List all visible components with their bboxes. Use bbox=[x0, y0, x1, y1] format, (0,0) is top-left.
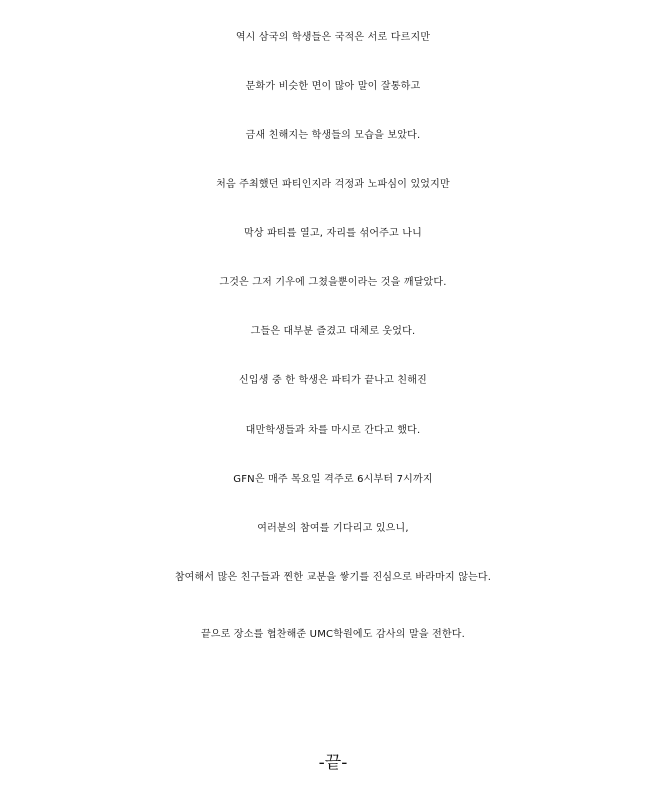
text-line: 그것은 그저 기우에 그쳤을뿐이라는 것을 깨달았다. bbox=[219, 277, 447, 288]
ending-mark: -끝- bbox=[318, 753, 348, 773]
text-line: 신입생 중 한 학생은 파티가 끝나고 친해진 bbox=[239, 375, 427, 386]
text-line: 참여해서 많은 친구들과 찐한 교분을 쌓기를 진심으로 바라마지 않는다. bbox=[174, 572, 492, 583]
text-line: 그들은 대부분 즐겼고 대체로 웃었다. bbox=[250, 326, 416, 337]
text-line: 처음 주최했던 파티인지라 걱정과 노파심이 있었지만 bbox=[216, 179, 450, 190]
text-line: 역시 삼국의 학생들은 국적은 서로 다르지만 bbox=[235, 32, 431, 43]
text-line: 대만학생들과 차를 마시로 간다고 했다. bbox=[245, 425, 421, 436]
text-line: GFN은 매주 목요일 격주로 6시부터 7시까지 bbox=[233, 474, 433, 485]
text-line: 끝으로 장소를 협찬해준 UMC학원에도 감사의 말을 전한다. bbox=[200, 629, 466, 640]
text-line: 여러분의 참여를 기다리고 있으니, bbox=[257, 523, 409, 534]
text-line: 문화가 비슷한 면이 많아 말이 잘통하고 bbox=[245, 81, 421, 92]
text-line: 막상 파티를 열고, 자리를 섞어주고 나니 bbox=[243, 228, 423, 239]
text-line: 금새 친해지는 학생들의 모습을 보았다. bbox=[245, 130, 421, 141]
